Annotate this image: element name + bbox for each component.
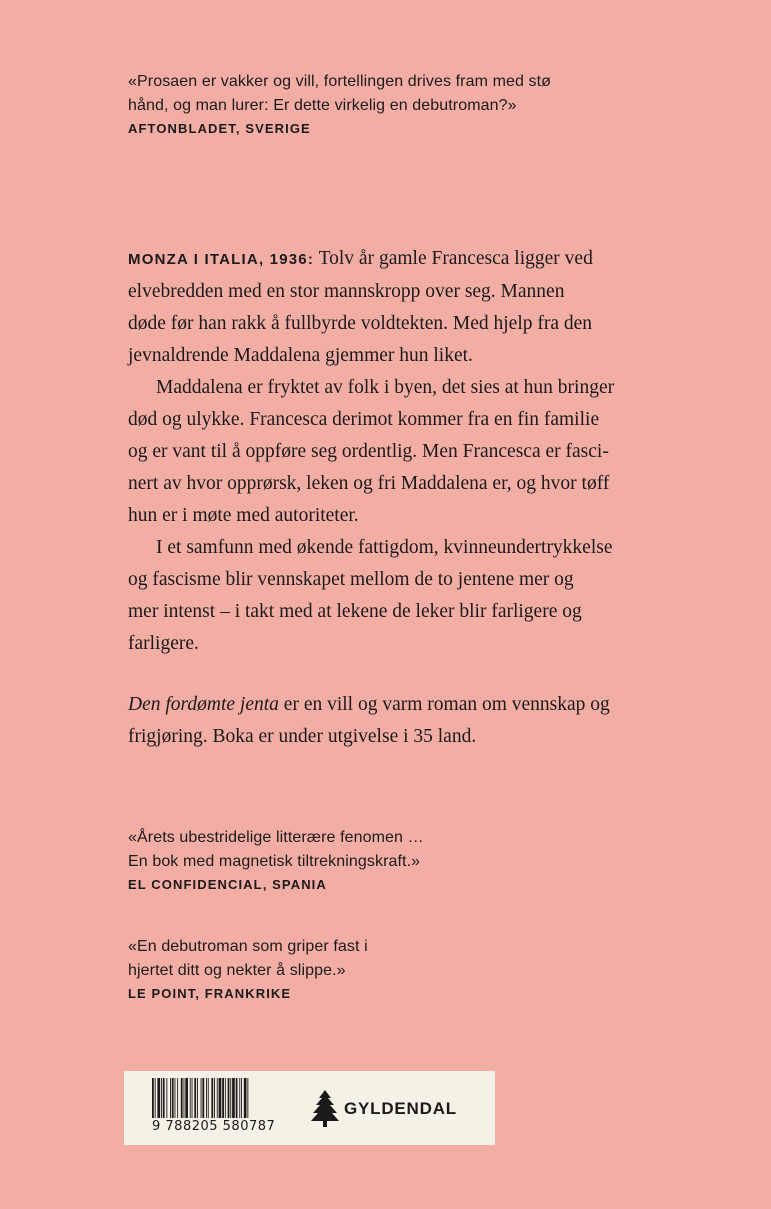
- summary-line: [128, 689, 668, 721]
- tree-icon: [310, 1090, 340, 1128]
- blurb-line: og er vant til å oppføre seg ordentlig. Men Francesca er fasci-: [128, 441, 609, 462]
- quote-line: hjertet ditt og nekter å slippe.»: [128, 962, 346, 979]
- book-blurb: [128, 243, 668, 660]
- isbn-number: 9 788205 580787: [152, 1119, 276, 1134]
- review-quote-aftonbladet: [128, 70, 688, 139]
- book-title: Den fordømte jenta: [128, 694, 279, 715]
- blurb-line-text: Tolv år gamle Francesca ligger ved: [314, 248, 593, 269]
- quote-line: En bok med magnetisk tiltrekningskraft.»: [128, 853, 421, 870]
- quote-line: «En debutroman som griper fast i: [128, 938, 368, 955]
- blurb-line: [128, 243, 668, 276]
- barcode-icon: [152, 1078, 287, 1122]
- quote-line: hånd, og man lurer: Er dette virkelig en debutroman?»: [128, 97, 517, 114]
- blurb-line: døde før han rakk å fullbyrde voldtekten. Med hjelp fra den: [128, 313, 593, 334]
- blurb-line: nert av hvor opprørsk, leken og fri Maddalena er, og hvor tøff: [128, 473, 610, 494]
- quote-source: LE POINT, FRANKRIKE: [128, 986, 292, 1001]
- review-quote-le-point: [128, 935, 688, 1004]
- blurb-line: mer intenst – i takt med at lekene de leker blir farligere og: [128, 601, 582, 622]
- publisher-name: GYLDENDAL: [344, 1099, 457, 1118]
- blurb-line: jevnaldrende Maddalena gjemmer hun liket.: [128, 345, 473, 366]
- quote-line: «Prosaen er vakker og vill, fortellingen drives fram med stø: [128, 73, 552, 90]
- blurb-line: hun er i møte med autoriteter.: [128, 505, 359, 526]
- blurb-line: farligere.: [128, 633, 199, 654]
- blurb-line: I et samfunn med økende fattigdom, kvinneundertrykkelse: [156, 537, 613, 558]
- blurb-lead: MONZA I ITALIA, 1936:: [128, 251, 315, 268]
- review-quote-el-confidencial: [128, 826, 688, 895]
- summary-text: er en vill og varm roman om vennskap og: [278, 694, 610, 715]
- blurb-line: død og ulykke. Francesca derimot kommer fra en fin familie: [128, 409, 600, 430]
- quote-line: «Årets ubestridelige litterære fenomen …: [128, 829, 424, 846]
- quote-source: EL CONFIDENCIAL, SPANIA: [128, 877, 327, 892]
- blurb-line: Maddalena er fryktet av folk i byen, det sies at hun bringer: [156, 377, 615, 398]
- summary-line: frigjøring. Boka er under utgivelse i 35 land.: [128, 726, 477, 747]
- barcode-panel: [124, 1071, 495, 1145]
- quote-source: AFTONBLADET, SVERIGE: [128, 121, 311, 136]
- blurb-line: elvebredden med en stor mannskropp over seg. Mannen: [128, 281, 565, 302]
- blurb-line: og fascisme blir vennskapet mellom de to jentene mer og: [128, 569, 574, 590]
- book-summary: [128, 689, 668, 753]
